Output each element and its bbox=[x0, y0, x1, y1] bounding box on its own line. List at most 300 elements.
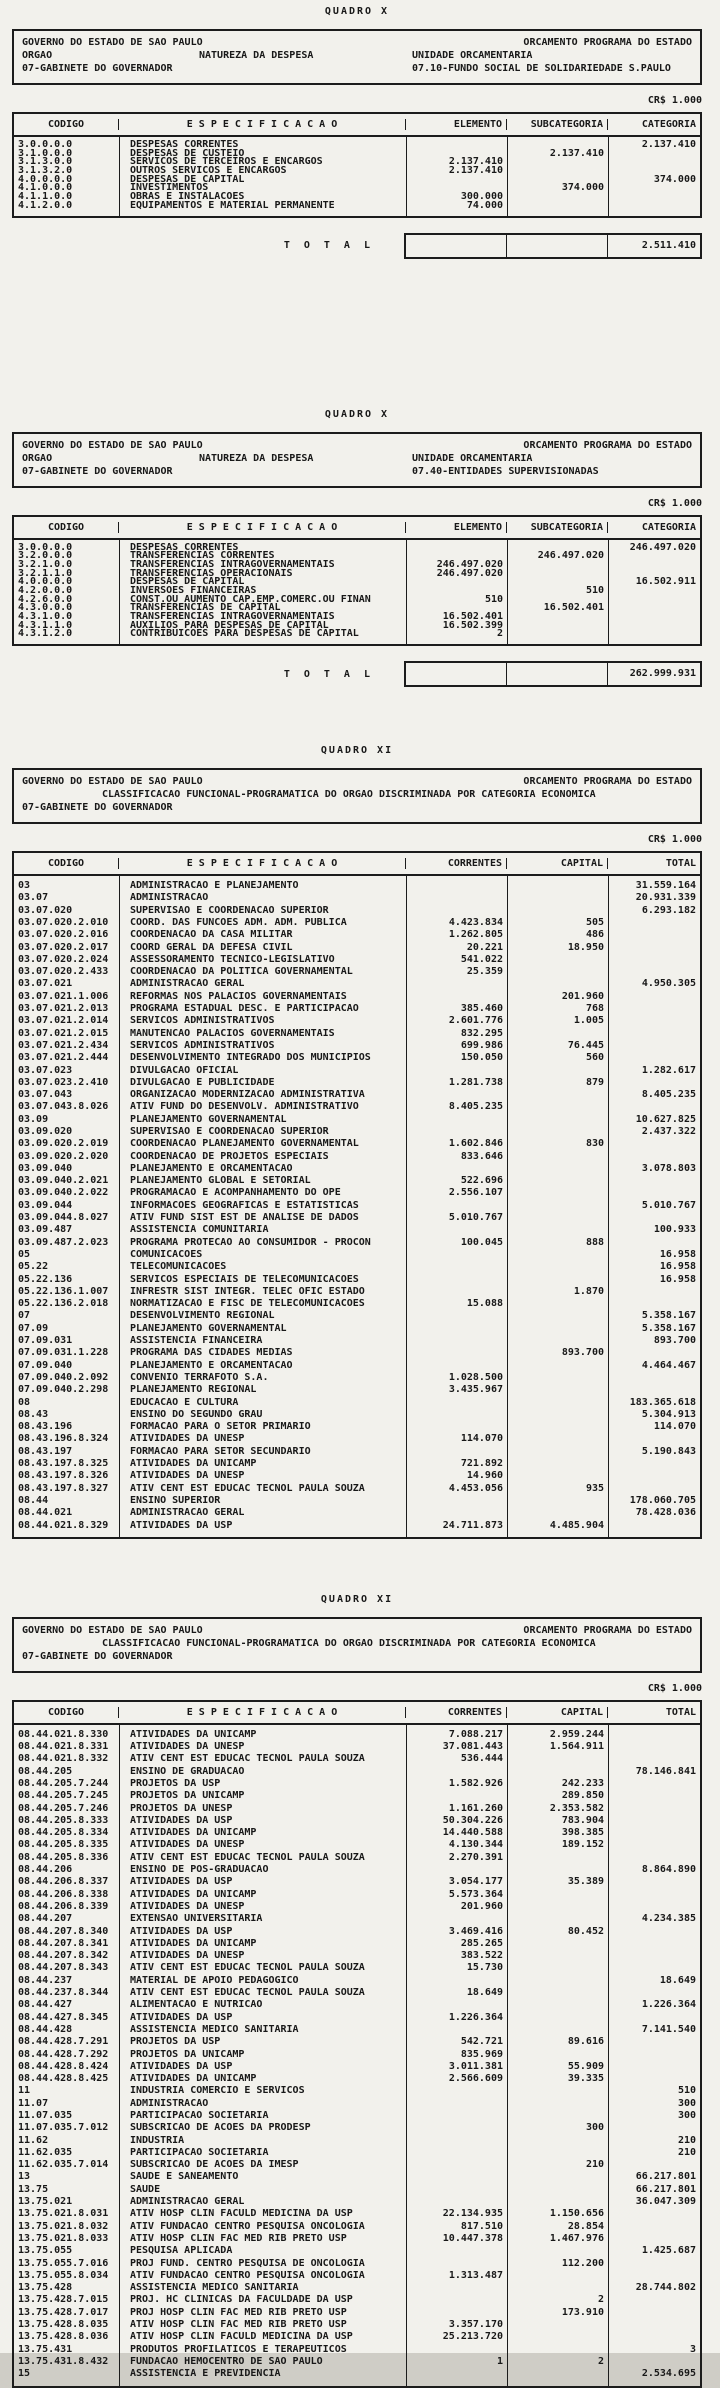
table-row bbox=[14, 1249, 700, 1261]
code-cell: 13.75.055 bbox=[18, 2245, 73, 2257]
amount-cell-3: 4.464.467 bbox=[641, 1359, 696, 1371]
amount-cell-1 bbox=[406, 578, 507, 587]
code-cell: 4.1.2.0.0 bbox=[18, 199, 73, 211]
org-box-left-text: GOVERNO DO ESTADO DE SAO PAULO bbox=[22, 439, 203, 451]
amount-cell-2 bbox=[507, 1409, 608, 1421]
code-cell: 3.1.0.0.0 bbox=[18, 147, 73, 159]
amount-cell-1: 4.130.344 bbox=[448, 1839, 503, 1851]
org-box-line bbox=[14, 1651, 700, 1664]
spec-cell: COORDENACAO DA POLITICA GOVERNAMENTAL bbox=[130, 966, 353, 978]
amount-cell-1 bbox=[406, 1360, 507, 1372]
code-cell: 08.44.207.8.342 bbox=[18, 1950, 109, 1962]
amount-cell-3: 210 bbox=[677, 2146, 696, 2158]
amount-cell-1 bbox=[406, 1507, 507, 1519]
amount-cell-3: 36.047.309 bbox=[635, 2196, 696, 2208]
quadro-title: QUADRO X bbox=[324, 6, 390, 17]
amount-cell-3 bbox=[608, 2294, 700, 2306]
table-body bbox=[14, 876, 700, 1537]
spec-cell: PLANEJAMENTO GOVERNAMENTAL bbox=[130, 1322, 287, 1334]
column-header: TOTAL bbox=[665, 858, 696, 870]
code-cell: 03.07.020.2.024 bbox=[18, 953, 109, 965]
amount-cell-3 bbox=[608, 1852, 700, 1864]
code-cell: 03.07.020.2.016 bbox=[18, 929, 109, 941]
amount-cell-3: 8.405.235 bbox=[641, 1089, 696, 1101]
column-header: CATEGORIA bbox=[641, 521, 696, 533]
amount-cell-2: 510 bbox=[585, 584, 604, 596]
amount-cell-3 bbox=[608, 1077, 700, 1089]
column-divider bbox=[507, 876, 508, 1537]
org-box-left-text: 07-GABINETE DO GOVERNADOR bbox=[22, 63, 173, 74]
code-cell: 03.09.040.2.022 bbox=[18, 1187, 109, 1199]
amount-cell-1 bbox=[406, 1310, 507, 1322]
code-cell: 11.62.035.7.014 bbox=[18, 2159, 109, 2171]
amount-cell-1: 300.000 bbox=[460, 191, 503, 203]
amount-cell-3 bbox=[608, 2356, 700, 2368]
code-cell: 11.07.035.7.012 bbox=[18, 2122, 109, 2134]
table-row bbox=[14, 1397, 700, 1409]
amount-cell-2 bbox=[507, 1421, 608, 1433]
amount-cell-2 bbox=[507, 2331, 608, 2343]
amount-cell-2 bbox=[507, 1864, 608, 1876]
table-row bbox=[14, 2245, 700, 2257]
amount-cell-2 bbox=[507, 613, 608, 622]
amount-cell-3 bbox=[608, 2270, 700, 2282]
amount-cell-3: 28.744.802 bbox=[635, 2282, 696, 2294]
currency-note: CR$ 1.000 bbox=[647, 95, 702, 106]
amount-cell-1 bbox=[406, 1421, 507, 1433]
code-cell: 13.75.021.8.033 bbox=[18, 2232, 109, 2244]
amount-cell-3 bbox=[608, 1790, 700, 1802]
amount-cell-1: 2.137.410 bbox=[448, 165, 503, 177]
spec-cell: PESQUISA APLICADA bbox=[130, 2245, 233, 2257]
amount-cell-3 bbox=[608, 1372, 700, 1384]
amount-cell-3 bbox=[608, 2159, 700, 2171]
amount-cell-2 bbox=[507, 2135, 608, 2147]
code-cell: 08.44 bbox=[18, 1494, 49, 1506]
amount-cell-3: 5.010.767 bbox=[641, 1199, 696, 1211]
code-cell: 4.0.0.0.0 bbox=[18, 576, 73, 588]
amount-cell-1: 1.262.805 bbox=[448, 929, 503, 941]
column-divider bbox=[608, 540, 609, 645]
table-row bbox=[14, 1101, 700, 1113]
amount-cell-2: 935 bbox=[585, 1482, 604, 1494]
spec-cell: ATIV FUNDACAO CENTRO PESQUISA ONCOLOGIA bbox=[130, 2220, 365, 2232]
amount-cell-2: 888 bbox=[585, 1236, 604, 1248]
column-divider bbox=[507, 1725, 508, 2386]
amount-cell-2 bbox=[507, 2049, 608, 2061]
total-row bbox=[12, 661, 702, 687]
code-cell: 4.1.0.0.0 bbox=[18, 182, 73, 194]
table-row bbox=[14, 2270, 700, 2282]
code-cell: 03.09.040 bbox=[18, 1162, 73, 1174]
org-box-line bbox=[14, 453, 700, 466]
spec-cell: PROJETOS DA UNESP bbox=[130, 1802, 233, 1814]
amount-cell-3 bbox=[608, 1987, 700, 1999]
amount-cell-1 bbox=[406, 1261, 507, 1273]
currency-note: CR$ 1.000 bbox=[647, 497, 702, 509]
code-cell: 08.44.205.8.334 bbox=[18, 1827, 109, 1839]
table-row bbox=[14, 1753, 700, 1765]
table-row bbox=[14, 2049, 700, 2061]
spec-cell: SUBSCRICAO DE ACOES DA IMESP bbox=[130, 2159, 299, 2171]
spec-cell: PLANEJAMENTO REGIONAL bbox=[130, 1384, 257, 1396]
amount-cell-1: 1.226.364 bbox=[448, 2011, 503, 2023]
amount-cell-2: 39.335 bbox=[567, 2073, 604, 2085]
code-cell: 08.44.428 bbox=[18, 2023, 73, 2035]
table-row bbox=[14, 1975, 700, 1987]
amount-cell-2: 210 bbox=[585, 2159, 604, 2171]
amount-cell-2: 1.005 bbox=[573, 1015, 604, 1027]
org-box-unit-text: UNIDADE ORCAMENTARIA bbox=[412, 452, 533, 464]
amount-cell-1 bbox=[406, 1999, 507, 2011]
spec-cell: INDUSTRIA COMERCIO E SERVICOS bbox=[130, 2085, 305, 2097]
code-cell: 08.44.021.8.329 bbox=[18, 1519, 109, 1531]
table-row bbox=[14, 1446, 700, 1458]
amount-cell-1: 16.502.401 bbox=[442, 611, 503, 622]
amount-cell-2 bbox=[507, 905, 608, 917]
org-box-left-text: ORGAO bbox=[22, 50, 53, 61]
code-cell: 13.75.021.8.031 bbox=[18, 2208, 109, 2220]
org-box-left-text: GOVERNO DO ESTADO DE SAO PAULO bbox=[22, 37, 203, 48]
amount-cell-3 bbox=[608, 202, 700, 211]
code-cell: 05 bbox=[18, 1248, 31, 1260]
code-cell: 03.07.023 bbox=[18, 1064, 73, 1076]
amount-cell-3: 1.425.687 bbox=[641, 2245, 696, 2257]
table-row bbox=[14, 1766, 700, 1778]
org-box-left-text: GOVERNO DO ESTADO DE SAO PAULO bbox=[22, 1624, 203, 1636]
spec-cell: PROGRAMACAO E ACOMPANHAMENTO DO OPE bbox=[130, 1187, 341, 1199]
total-subcategoria-cell bbox=[507, 663, 608, 685]
amount-cell-2 bbox=[507, 1999, 608, 2011]
code-cell: 03.07.021.2.013 bbox=[18, 1003, 109, 1015]
org-header-box bbox=[12, 432, 702, 488]
code-cell: 03.09 bbox=[18, 1113, 49, 1125]
amount-cell-3: 374.000 bbox=[653, 173, 696, 185]
spec-cell: REFORMAS NOS PALACIOS GOVERNAMENTAIS bbox=[130, 990, 347, 1002]
amount-cell-1: 5.573.364 bbox=[448, 1888, 503, 1900]
amount-cell-3 bbox=[608, 1052, 700, 1064]
amount-cell-3 bbox=[608, 929, 700, 941]
amount-cell-2 bbox=[507, 978, 608, 990]
code-cell: 03.07.020.2.433 bbox=[18, 966, 109, 978]
amount-cell-3: 2.437.322 bbox=[641, 1126, 696, 1137]
org-box-left-text: 07-GABINETE DO GOVERNADOR bbox=[22, 802, 173, 814]
spec-cell: CONTRIBUICOES PARA DESPESAS DE CAPITAL bbox=[130, 628, 359, 640]
table-row bbox=[14, 1065, 700, 1077]
amount-cell-3 bbox=[608, 2307, 700, 2319]
spec-cell: ASSISTENCIA COMUNITARIA bbox=[130, 1224, 269, 1236]
code-cell: 3.0.0.0.0 bbox=[18, 541, 73, 553]
amount-cell-1: 522.696 bbox=[460, 1175, 503, 1187]
amount-cell-1: 833.646 bbox=[460, 1150, 503, 1162]
spec-cell: ADMINISTRACAO GERAL bbox=[130, 2196, 245, 2208]
spec-cell: SERVICOS ADMINISTRATIVOS bbox=[130, 1039, 275, 1051]
amount-cell-1 bbox=[406, 2098, 507, 2110]
total-box bbox=[404, 233, 702, 259]
amount-cell-2 bbox=[507, 2110, 608, 2122]
spec-cell: DIVULGACAO E PUBLICIDADE bbox=[130, 1076, 275, 1088]
amount-cell-3 bbox=[608, 2208, 700, 2220]
spec-cell: ASSISTENCIA MEDICO SANITARIA bbox=[130, 2023, 299, 2035]
spec-cell: CONVENIO TERRAFOTO S.A. bbox=[130, 1371, 269, 1383]
code-cell: 05.22 bbox=[18, 1261, 49, 1273]
spec-cell: OUTROS SERVICOS E ENCARGOS bbox=[130, 165, 287, 177]
amount-cell-3 bbox=[608, 1151, 700, 1163]
amount-cell-2 bbox=[507, 1458, 608, 1470]
code-cell: 08.44.206 bbox=[18, 1864, 73, 1876]
amount-cell-1: 2.270.391 bbox=[448, 1851, 503, 1863]
org-box-line bbox=[14, 1625, 700, 1638]
amount-cell-1: 542.721 bbox=[460, 2036, 503, 2048]
table-row bbox=[14, 147, 700, 159]
table-row bbox=[14, 1237, 700, 1249]
table-row bbox=[14, 892, 700, 904]
amount-cell-1: 1.161.260 bbox=[448, 1802, 503, 1814]
amount-cell-2 bbox=[507, 1901, 608, 1913]
amount-cell-2 bbox=[507, 2344, 608, 2356]
amount-cell-3: 16.958 bbox=[659, 1261, 696, 1273]
amount-cell-3 bbox=[608, 587, 700, 596]
table-row bbox=[14, 1310, 700, 1322]
table-row bbox=[14, 2122, 700, 2134]
amount-cell-3 bbox=[608, 158, 700, 167]
amount-cell-3 bbox=[608, 1138, 700, 1150]
spec-cell: TELECOMUNICACOES bbox=[130, 1261, 227, 1273]
amount-cell-3 bbox=[608, 184, 700, 193]
table-row bbox=[14, 917, 700, 929]
amount-cell-2 bbox=[507, 1187, 608, 1199]
amount-cell-1: 25.359 bbox=[466, 966, 503, 978]
amount-cell-2: 28.854 bbox=[567, 2220, 604, 2232]
code-cell: 08.44.207.8.340 bbox=[18, 1925, 109, 1937]
amount-cell-3 bbox=[608, 2258, 700, 2270]
amount-cell-3 bbox=[608, 1028, 700, 1040]
table-row bbox=[14, 1126, 700, 1138]
spec-cell: ADMINISTRACAO GERAL bbox=[130, 1507, 245, 1519]
amount-cell-2: 35.389 bbox=[567, 1876, 604, 1888]
amount-cell-2 bbox=[507, 1975, 608, 1987]
amount-cell-1: 536.444 bbox=[460, 1753, 503, 1765]
code-cell: 13.75.021.8.032 bbox=[18, 2220, 109, 2232]
amount-cell-3: 300 bbox=[677, 2097, 696, 2109]
amount-cell-3: 16.502.911 bbox=[635, 576, 696, 588]
amount-cell-1 bbox=[406, 2085, 507, 2097]
table-row bbox=[14, 2110, 700, 2122]
amount-cell-1: 14.960 bbox=[466, 1470, 503, 1482]
amount-cell-1: 150.050 bbox=[460, 1052, 503, 1064]
amount-cell-1 bbox=[406, 1274, 507, 1286]
amount-cell-2: 201.960 bbox=[561, 990, 604, 1002]
amount-cell-2 bbox=[507, 2171, 608, 2183]
quadro-section bbox=[12, 6, 702, 259]
table-row bbox=[14, 1187, 700, 1199]
code-cell: 08.44.021.8.330 bbox=[18, 1728, 109, 1740]
column-header: TOTAL bbox=[665, 1706, 696, 1718]
amount-cell-3 bbox=[608, 1901, 700, 1913]
amount-cell-2 bbox=[507, 2012, 608, 2024]
amount-cell-2 bbox=[507, 1101, 608, 1113]
table-row bbox=[14, 604, 700, 613]
table-row bbox=[14, 2356, 700, 2368]
amount-cell-1 bbox=[406, 2184, 507, 2196]
quadro-section bbox=[12, 745, 702, 1539]
spec-cell: PARTICIPACAO SOCIETARIA bbox=[130, 2110, 269, 2121]
table-row bbox=[14, 2061, 700, 2073]
amount-cell-1: 832.295 bbox=[460, 1027, 503, 1039]
amount-cell-1 bbox=[406, 2122, 507, 2134]
amount-cell-1 bbox=[406, 1913, 507, 1925]
code-cell: 03.09.487.2.023 bbox=[18, 1236, 109, 1248]
code-cell: 13.75 bbox=[18, 2183, 49, 2195]
code-cell: 03.07.043 bbox=[18, 1089, 73, 1101]
spec-cell: PROGRAMA ESTADUAL DESC. E PARTICIPACAO bbox=[130, 1003, 359, 1015]
org-header-box bbox=[12, 29, 702, 85]
quadro-sections bbox=[12, 6, 702, 2388]
amount-cell-3 bbox=[608, 2122, 700, 2134]
code-cell: 08.44.207.8.341 bbox=[18, 1937, 109, 1949]
code-cell: 08.44.237 bbox=[18, 1974, 73, 1986]
spec-cell: ATIV FUND SIST EST DE ANALISE DE DADOS bbox=[130, 1212, 359, 1224]
amount-cell-1 bbox=[406, 978, 507, 990]
amount-cell-3 bbox=[608, 1237, 700, 1249]
table-header-row bbox=[14, 1702, 700, 1725]
amount-cell-3 bbox=[608, 1175, 700, 1187]
table-row bbox=[14, 2233, 700, 2245]
amount-cell-2: 55.909 bbox=[567, 2060, 604, 2072]
table-row bbox=[14, 1458, 700, 1470]
amount-cell-2: 893.700 bbox=[561, 1347, 604, 1359]
amount-cell-3 bbox=[608, 2233, 700, 2245]
spec-cell: ATIV CENT EST EDUCAC TECNOL PAULA SOUZA bbox=[130, 1482, 365, 1494]
amount-cell-2 bbox=[507, 1261, 608, 1273]
spec-cell: ASSESSORAMENTO TECNICO-LEGISLATIVO bbox=[130, 953, 335, 965]
table-row bbox=[14, 1298, 700, 1310]
amount-cell-2 bbox=[507, 2319, 608, 2331]
code-cell: 08.44.205.8.333 bbox=[18, 1814, 109, 1826]
table-row bbox=[14, 1729, 700, 1741]
table-row bbox=[14, 2196, 700, 2208]
table-row bbox=[14, 2159, 700, 2171]
amount-cell-2 bbox=[507, 1224, 608, 1236]
amount-cell-1: 4.453.056 bbox=[448, 1482, 503, 1494]
amount-cell-2 bbox=[507, 1889, 608, 1901]
amount-cell-1: 699.986 bbox=[460, 1039, 503, 1051]
amount-cell-1 bbox=[406, 1397, 507, 1409]
amount-cell-2 bbox=[507, 1495, 608, 1507]
amount-cell-2 bbox=[507, 1298, 608, 1310]
column-header: SUBCATEGORIA bbox=[507, 119, 608, 130]
spec-cell: SAUDE E SANEAMENTO bbox=[130, 2171, 239, 2183]
amount-cell-3 bbox=[608, 552, 700, 561]
amount-cell-1: 285.265 bbox=[460, 1937, 503, 1949]
amount-cell-1: 246.497.020 bbox=[436, 567, 503, 579]
org-box-middle-text: CLASSIFICACAO FUNCIONAL-PROGRAMATICA DO ORGAO DISCRIMINADA POR CATEGORIA ECONOMICA bbox=[102, 1637, 596, 1649]
spec-cell: PRODUTOS PROFILATICOS E TERAPEUTICOS bbox=[130, 2343, 347, 2355]
org-box-right-text: ORCAMENTO PROGRAMA DO ESTADO bbox=[523, 776, 692, 788]
amount-cell-2: 80.452 bbox=[567, 1925, 604, 1937]
spec-cell: ENSINO DE POS-GRADUACAO bbox=[130, 1864, 269, 1876]
code-cell: 13.75.055.8.034 bbox=[18, 2269, 109, 2281]
spec-cell: MANUTENCAO PALACIOS GOVERNAMENTAIS bbox=[130, 1027, 335, 1039]
table-row bbox=[14, 1483, 700, 1495]
spec-cell: ASSISTENCIA E PREVIDENCIA bbox=[130, 2368, 281, 2380]
code-cell: 4.3.1.0.0 bbox=[18, 611, 73, 622]
spec-cell: ADMINISTRACAO bbox=[130, 2097, 209, 2109]
spec-cell: SERVICOS DE TERCEIROS E ENCARGOS bbox=[130, 156, 323, 168]
amount-cell-3 bbox=[608, 1483, 700, 1495]
amount-cell-1 bbox=[406, 1323, 507, 1335]
table-row bbox=[14, 2073, 700, 2085]
code-cell: 08.44.206.8.338 bbox=[18, 1888, 109, 1900]
amount-cell-1: 114.070 bbox=[460, 1433, 503, 1445]
table-row bbox=[14, 193, 700, 202]
amount-cell-2: 289.850 bbox=[561, 1790, 604, 1802]
spec-cell: ADMINISTRACAO bbox=[130, 892, 209, 904]
amount-cell-3 bbox=[608, 150, 700, 159]
code-cell: 03.07.021.1.006 bbox=[18, 990, 109, 1002]
org-header-box bbox=[12, 1617, 702, 1673]
amount-cell-1: 24.711.873 bbox=[442, 1519, 503, 1531]
spec-cell: INVERSOES FINANCEIRAS bbox=[130, 584, 257, 596]
amount-cell-3: 5.304.913 bbox=[641, 1408, 696, 1420]
amount-cell-1: 10.447.378 bbox=[442, 2232, 503, 2244]
code-cell: 13.75.428.8.035 bbox=[18, 2319, 109, 2331]
table-row bbox=[14, 1224, 700, 1236]
amount-cell-3 bbox=[608, 1753, 700, 1765]
amount-cell-3 bbox=[608, 1926, 700, 1938]
amount-cell-3: 78.428.036 bbox=[635, 1507, 696, 1519]
code-cell: 11.62 bbox=[18, 2134, 49, 2146]
table-row bbox=[14, 1889, 700, 1901]
amount-cell-2 bbox=[507, 1028, 608, 1040]
column-divider bbox=[406, 1725, 407, 2386]
column-divider bbox=[406, 876, 407, 1537]
amount-cell-1 bbox=[406, 2171, 507, 2183]
code-cell: 08.44.427.8.345 bbox=[18, 2011, 109, 2023]
amount-cell-2 bbox=[507, 1335, 608, 1347]
code-cell: 4.2.6.0.0 bbox=[18, 593, 73, 605]
total-label: T O T A L bbox=[283, 240, 374, 251]
amount-cell-2: 1.150.656 bbox=[549, 2208, 604, 2220]
amount-cell-2: 4.485.904 bbox=[549, 1519, 604, 1531]
spec-cell: FUNDACAO HEMOCENTRO DE SAO PAULO bbox=[130, 2355, 323, 2367]
amount-cell-2 bbox=[507, 1938, 608, 1950]
amount-cell-1: 1.582.926 bbox=[448, 1777, 503, 1789]
amount-cell-2: 560 bbox=[585, 1052, 604, 1064]
spec-cell: ENSINO DO SEGUNDO GRAU bbox=[130, 1408, 263, 1420]
column-header: E S P E C I F I C A C A O bbox=[119, 1707, 406, 1718]
amount-cell-3 bbox=[608, 1962, 700, 1974]
code-cell: 08.44.207.8.343 bbox=[18, 1962, 109, 1974]
amount-cell-3 bbox=[608, 1433, 700, 1445]
amount-cell-2: 2.353.582 bbox=[549, 1802, 604, 1814]
column-header: ELEMENTO bbox=[406, 522, 507, 533]
spec-cell: CONST.OU AUMENTO CAP.EMP.COMERC.OU FINAN bbox=[130, 593, 371, 605]
amount-cell-3 bbox=[608, 2073, 700, 2085]
spec-cell: ATIVIDADES DA UNESP bbox=[130, 1433, 245, 1445]
table-row bbox=[14, 1520, 700, 1532]
amount-cell-1: 817.510 bbox=[460, 2220, 503, 2232]
spec-cell: INFORMACOES GEOGRAFICAS E ESTATISTICAS bbox=[130, 1199, 359, 1211]
code-cell: 08.43.197.8.327 bbox=[18, 1482, 109, 1494]
amount-cell-2 bbox=[507, 1249, 608, 1261]
table-row bbox=[14, 2208, 700, 2220]
amount-cell-2: 2 bbox=[597, 2294, 604, 2306]
code-cell: 07 bbox=[18, 1310, 31, 1322]
code-cell: 08.44.205.8.335 bbox=[18, 1839, 109, 1851]
table-row bbox=[14, 2319, 700, 2331]
budget-table bbox=[12, 1700, 702, 2388]
